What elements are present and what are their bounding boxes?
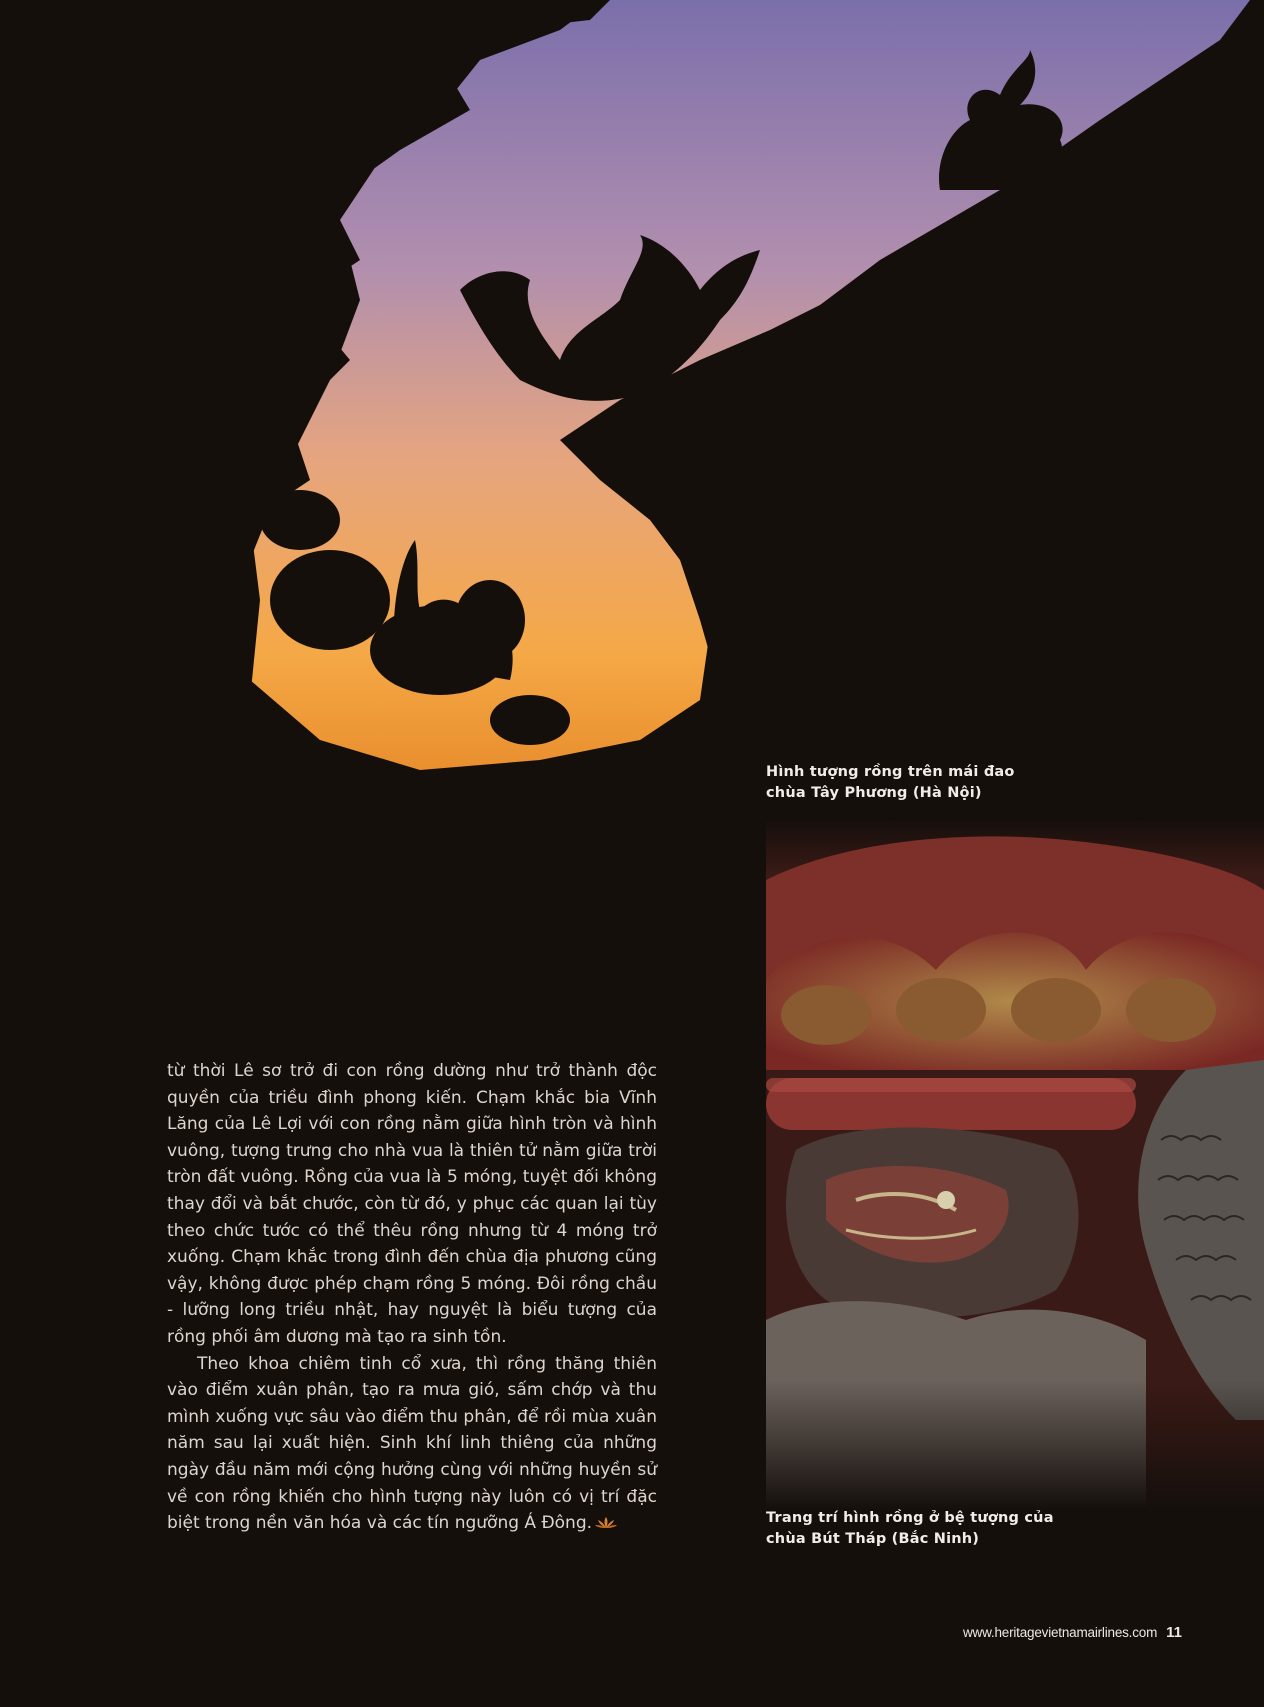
caption-bottom-line2: chùa Bút Tháp (Bắc Ninh) xyxy=(766,1531,980,1547)
caption-top-photo xyxy=(766,762,1066,804)
caption-top-line2: chùa Tây Phương (Hà Nội) xyxy=(766,785,982,801)
article-paragraph-1: từ thời Lê sơ trở đi con rồng dường như trở thành độc quyền của triều đình phong kiến. Chạm khắc bia Vĩnh Lăng của Lê Lợi với con rồng nằm giữa hình tròn và hình vuông, tượng trưng cho nhà vua là thiên tử nằm giữa trời tròn đất vuông. Rồng của vua là 5 móng, tuyệt đối không thay đổi và bắt chước, còn từ đó, y phục các quan lại tùy theo chức tước có thể thêu rồng nhưng từ 4 móng trở xuống. Chạm khắc trong đình đến chùa địa phương cũng vậy, không được phép chạm rồng 5 móng. Đôi rồng chầu - lưỡng long triều nhật, hay nguyệt là biểu tượng của rồng phối âm dương mà tạo ra sinh tồn. xyxy=(167,1061,657,1347)
article-body xyxy=(167,1058,657,1537)
bottom-photo-dragon-pedestal xyxy=(766,820,1264,1510)
caption-bottom-line1: Trang trí hình rồng ở bệ tượng của xyxy=(766,1510,1054,1526)
top-photo-dragon-roof xyxy=(0,0,1264,780)
article-paragraph-2 xyxy=(167,1351,657,1537)
page-footer xyxy=(963,1624,1182,1641)
page-number: 11 xyxy=(1166,1624,1182,1641)
caption-top-line1: Hình tượng rồng trên mái đao xyxy=(766,764,1015,780)
footer-url: www.heritagevietnamairlines.com xyxy=(963,1625,1158,1640)
lotus-icon xyxy=(595,1516,617,1530)
article-paragraph-2-text: Theo khoa chiêm tinh cổ xưa, thì rồng thăng thiên vào điểm xuân phân, tạo ra mưa gió, sấm chớp và thu mình xuống vực sâu vào điểm thu phân, để rồi mùa xuân năm sau lại xuất hiện. Sinh khí linh thiêng của những ngày đầu năm mới cộng hưởng cùng với những huyền sử về con rồng khiến cho hình tượng này luôn có vị trí đặc biệt trong nền văn hóa và các tín ngưỡng Á Đông. xyxy=(167,1353,657,1534)
caption-bottom-photo xyxy=(766,1508,1086,1550)
